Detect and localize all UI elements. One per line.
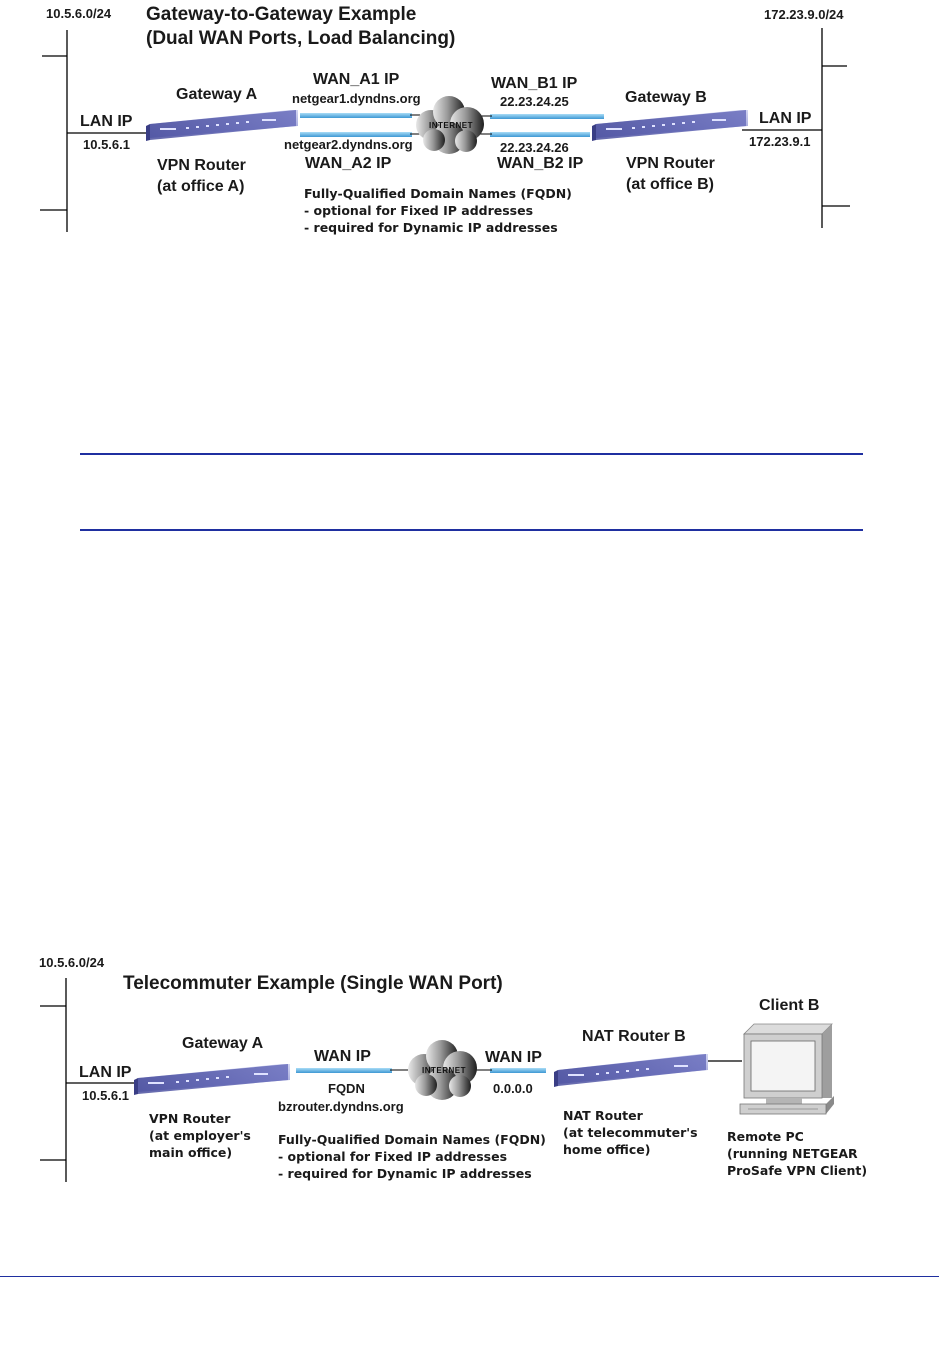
wan-a2-value: netgear2.dyndns.org [284, 137, 413, 152]
internet-label: INTERNET [429, 121, 473, 130]
wan-ip-right-value: 0.0.0.0 [493, 1081, 533, 1096]
subnet-b-label: 172.23.9.0/24 [764, 7, 844, 22]
router-a-line1: VPN Router [157, 157, 246, 174]
internet-label-2: INTERNET [422, 1066, 466, 1075]
nat-router-b-label: NAT Router B [582, 1028, 686, 1045]
diagram1-title-line1: Gateway-to-Gateway Example [146, 4, 417, 25]
wan-b2-label: WAN_B2 IP [497, 155, 584, 172]
subnet-label-2: 10.5.6.0/24 [39, 955, 105, 970]
router-b-line1: VPN Router [626, 155, 715, 172]
gateway-a-router-icon-2 [134, 1064, 290, 1095]
fqdn-note-line3: - required for Dynamic IP addresses [304, 220, 558, 235]
router-a2-line1: VPN Router [149, 1111, 231, 1126]
wan-ip-left-fqdn: FQDN [328, 1081, 365, 1096]
nat-router-icon [554, 1054, 708, 1087]
section-rule-bottom [80, 529, 863, 531]
router-b-line2: (at office B) [626, 176, 714, 193]
wan-b1-value: 22.23.24.25 [500, 94, 569, 109]
router-a2-line3: main office) [149, 1145, 233, 1160]
fqdn-note-line1: Fully-Qualified Domain Names (FQDN) [304, 186, 572, 201]
fqdn-note2-line2: - optional for Fixed IP addresses [278, 1149, 508, 1164]
subnet-a-label: 10.5.6.0/24 [46, 6, 112, 21]
lan-b-bus [742, 28, 850, 228]
nat-router-line2: (at telecommuter's [563, 1125, 698, 1140]
remote-pc-line1: Remote PC [727, 1129, 804, 1144]
fqdn-note-line2: - optional for Fixed IP addresses [304, 203, 534, 218]
remote-pc-line2: (running NETGEAR [727, 1146, 858, 1161]
wan-b1-label: WAN_B1 IP [491, 75, 578, 92]
lan-ip-label-2: LAN IP [79, 1064, 132, 1081]
nat-router-line1: NAT Router [563, 1108, 643, 1123]
wan-a2-label: WAN_A2 IP [305, 155, 392, 172]
wan-ip-left-label: WAN IP [314, 1048, 371, 1065]
lan-a-bus [40, 30, 147, 232]
router-a-line2: (at office A) [157, 178, 245, 195]
gateway-b-label: Gateway B [625, 89, 707, 106]
gateway-a-label-2: Gateway A [182, 1035, 264, 1052]
lan-ip-a-label: LAN IP [80, 113, 133, 130]
gateway-b-router-icon [592, 110, 748, 141]
lan-ip-b-value: 172.23.9.1 [749, 134, 811, 149]
fqdn-note2-line3: - required for Dynamic IP addresses [278, 1166, 532, 1181]
wan-b2-value: 22.23.24.26 [500, 140, 569, 155]
fqdn-note2-line1: Fully-Qualified Domain Names (FQDN) [278, 1132, 546, 1147]
wan-a1-value: netgear1.dyndns.org [292, 91, 421, 106]
wan-a1-label: WAN_A1 IP [313, 71, 400, 88]
page-footer-rule [0, 1276, 939, 1277]
lan-ip-value-2: 10.5.6.1 [82, 1088, 129, 1103]
wan-ip-left-value: bzrouter.dyndns.org [278, 1099, 404, 1114]
gateway-a-label: Gateway A [176, 86, 258, 103]
section-rule-top [80, 453, 863, 455]
client-b-label: Client B [759, 997, 820, 1014]
lan-ip-a-value: 10.5.6.1 [83, 137, 130, 152]
remote-pc-line3: ProSafe VPN Client) [727, 1163, 868, 1178]
diagram2-title: Telecommuter Example (Single WAN Port) [123, 973, 503, 994]
wan-ip-right-label: WAN IP [485, 1049, 542, 1066]
lan-ip-b-label: LAN IP [759, 110, 812, 127]
gateway-a-router-icon [146, 110, 298, 141]
nat-router-line3: home office) [563, 1142, 651, 1157]
client-computer-icon [740, 1024, 834, 1114]
diagram1-title-line2: (Dual WAN Ports, Load Balancing) [146, 28, 456, 49]
router-a2-line2: (at employer's [149, 1128, 251, 1143]
